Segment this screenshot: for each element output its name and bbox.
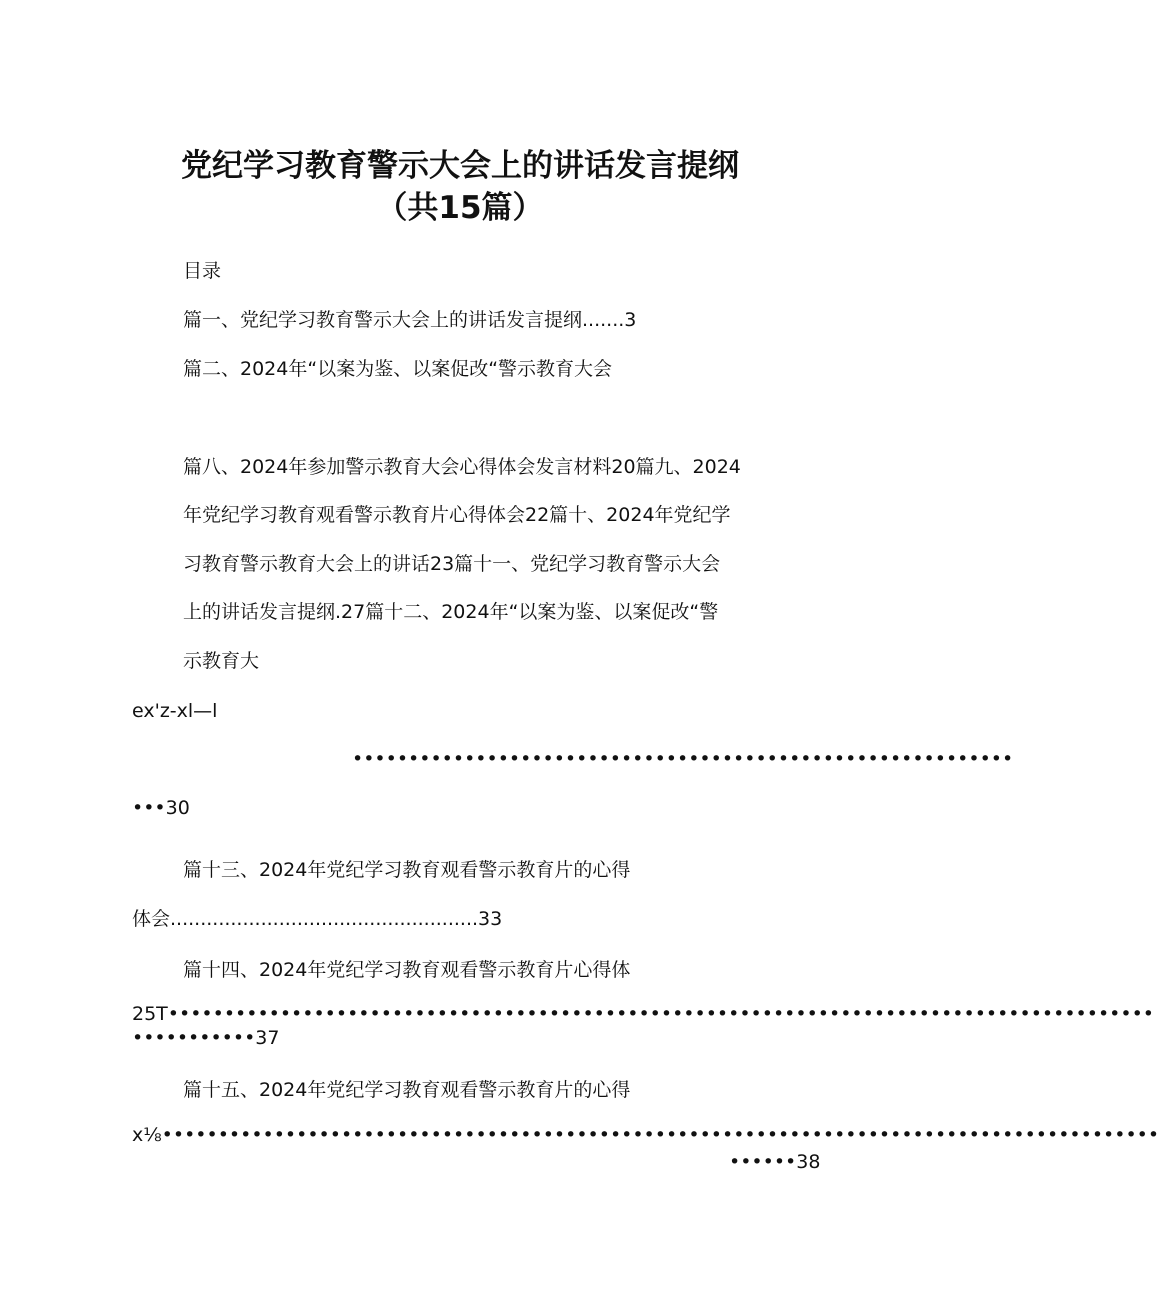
toc-dot-leader: ••••••••••••••••••••••••••••••••••••••••••••••••••••••••••• [352,748,1014,770]
toc-entry-1: 篇一、党纪学习教育警示大会上的讲话发言提纲.......3 [183,309,637,331]
toc-garbled-text: ex'z-xl—l [132,700,218,722]
toc-entry-12: 示教育大 [183,650,260,672]
toc-entry-11: 上的讲话发言提纲.27篇十二、2024年“以案为鉴、以案促改“警 [183,601,719,623]
toc-entry-2: 篇二、2024年“以案为鉴、以案促改“警示教育大会 [183,358,613,380]
toc-entry-13-continued: 体会...................................................33 [132,908,503,930]
document-title-line2: （共15篇） [376,190,544,226]
toc-entry-9: 年党纪学习教育观看警示教育片心得体会22篇十、2024年党纪学 [183,504,731,526]
toc-page-number-38: ••••••38 [729,1151,821,1173]
toc-entry-10: 习教育警示教育大会上的讲话23篇十一、党纪学习教育警示大会 [183,553,721,575]
document-title-line1: 党纪学习教育警示大会上的讲话发言提纲 [181,148,739,184]
toc-entry-15-leader: x⅛••••••••••••••••••••••••••••••••••••••••••••••••••••••••••••••••••••••••••••••••••••••••• [132,1124,1159,1146]
toc-entry-15: 篇十五、2024年党纪学习教育观看警示教育片的心得 [183,1079,631,1101]
toc-entry-14: 篇十四、2024年党纪学习教育观看警示教育片心得体 [183,959,631,981]
toc-heading: 目录 [183,260,222,282]
toc-entry-13: 篇十三、2024年党纪学习教育观看警示教育片的心得 [183,859,631,881]
toc-page-number-30: •••30 [132,797,190,819]
toc-entry-8: 篇八、2024年参加警示教育大会心得体会发言材料20篇九、2024 [183,456,741,478]
toc-entry-14-leader: 25T•••••••••••••••••••••••••••••••••••••••••••••••••••••••••••••••••••••••••••••••••••••••• [132,1003,1155,1025]
toc-page-number-37: •••••••••••37 [132,1027,280,1049]
